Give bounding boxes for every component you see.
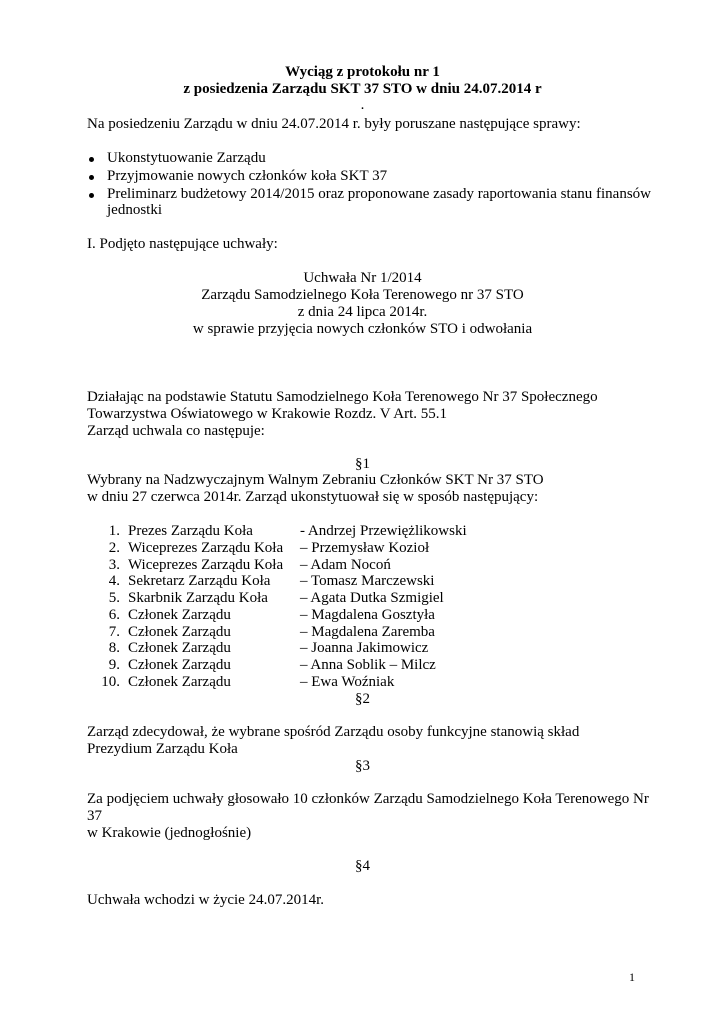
- board-role: Członek Zarządu: [128, 640, 231, 656]
- bullet-icon: [89, 175, 94, 180]
- section2-text: Zarząd zdecydował, że wybrane spośród Zarządu osoby funkcyjne stanowią skład: [87, 724, 580, 740]
- board-member: – Ewa Woźniak: [300, 674, 395, 690]
- list-number: 8.: [108, 640, 120, 656]
- board-member: – Przemysław Kozioł: [300, 540, 430, 556]
- section1-text: w dniu 27 czerwca 2014r. Zarząd ukonstytuował się w sposób następujący:: [87, 489, 539, 505]
- bullet-icon: [89, 193, 94, 198]
- resolution-date: z dnia 24 lipca 2014r.: [297, 304, 428, 320]
- board-role: Sekretarz Zarządu Koła: [128, 573, 271, 589]
- section-mark: §4: [355, 858, 370, 874]
- list-item: Preliminarz budżetowy 2014/2015 oraz proponowane zasady raportowania stanu finansów: [107, 186, 652, 202]
- section1-text: Wybrany na Nadzwyczajnym Walnym Zebraniu Członków SKT Nr 37 STO: [87, 472, 544, 488]
- board-role: Członek Zarządu: [128, 624, 231, 640]
- basis-line: Zarząd uchwala co następuje:: [87, 423, 265, 439]
- section4-text: Uchwała wchodzi w życie 24.07.2014r.: [87, 892, 325, 908]
- board-role: Prezes Zarządu Koła: [128, 523, 253, 539]
- board-role: Skarbnik Zarządu Koła: [128, 590, 268, 606]
- list-number: 4.: [108, 573, 120, 589]
- board-member: – Anna Soblik – Milcz: [300, 657, 436, 673]
- basis-line: Działając na podstawie Statutu Samodzielnego Koła Terenowego Nr 37 Społecznego: [87, 389, 598, 405]
- list-number: 10.: [101, 674, 120, 690]
- section3-text: w Krakowie (jednogłośnie): [87, 825, 252, 841]
- section3-text: Za podjęciem uchwały głosowało 10 członków Zarządu Samodzielnego Koła Terenowego Nr: [87, 791, 649, 807]
- list-number: 7.: [108, 624, 120, 640]
- bullet-icon: [89, 157, 94, 162]
- resolutions-heading: I. Podjęto następujące uchwały:: [87, 236, 278, 252]
- section-mark: §2: [355, 691, 370, 707]
- board-role: Członek Zarządu: [128, 674, 231, 690]
- board-role: Członek Zarządu: [128, 607, 231, 623]
- document-subtitle: z posiedzenia Zarządu SKT 37 STO w dniu 24.07.2014 r: [183, 81, 542, 97]
- board-member: – Joanna Jakimowicz: [300, 640, 429, 656]
- board-member: – Adam Nocoń: [300, 557, 391, 573]
- list-number: 2.: [108, 540, 120, 556]
- section3-text: 37: [87, 808, 102, 824]
- board-role: Wiceprezes Zarządu Koła: [128, 540, 284, 556]
- list-number: 1.: [108, 523, 120, 539]
- section-mark: §3: [355, 758, 370, 774]
- resolution-subject: w sprawie przyjęcia nowych członków STO i odwołania: [192, 321, 533, 337]
- board-role: Członek Zarządu: [128, 657, 231, 673]
- list-number: 9.: [108, 657, 120, 673]
- list-item-continuation: jednostki: [107, 202, 162, 218]
- list-number: 5.: [108, 590, 120, 606]
- resolution-issuer: Zarządu Samodzielnego Koła Terenowego nr 37 STO: [201, 287, 524, 303]
- title-dot: .: [360, 97, 365, 113]
- basis-line: Towarzystwa Oświatowego w Krakowie Rozdz. V Art. 55.1: [87, 406, 447, 422]
- resolution-number: Uchwała Nr 1/2014: [303, 270, 422, 286]
- list-number: 6.: [108, 607, 120, 623]
- section2-text: Prezydium Zarządu Koła: [87, 741, 238, 757]
- document-title: Wyciąg z protokołu nr 1: [285, 64, 440, 80]
- board-member: – Magdalena Zaremba: [300, 624, 435, 640]
- intro-paragraph: Na posiedzeniu Zarządu w dniu 24.07.2014 r. były poruszane następujące sprawy:: [87, 116, 581, 132]
- board-member: – Tomasz Marczewski: [300, 573, 435, 589]
- board-role: Wiceprezes Zarządu Koła: [128, 557, 284, 573]
- board-member: – Magdalena Gosztyła: [300, 607, 435, 623]
- board-member: – Agata Dutka Szmigiel: [300, 590, 444, 606]
- board-member: - Andrzej Przewiężlikowski: [300, 523, 467, 539]
- section-mark: §1: [355, 456, 370, 472]
- list-item: Ukonstytuowanie Zarządu: [107, 150, 266, 166]
- list-number: 3.: [108, 557, 120, 573]
- page-number: 1: [629, 970, 635, 984]
- list-item: Przyjmowanie nowych członków koła SKT 37: [107, 168, 388, 184]
